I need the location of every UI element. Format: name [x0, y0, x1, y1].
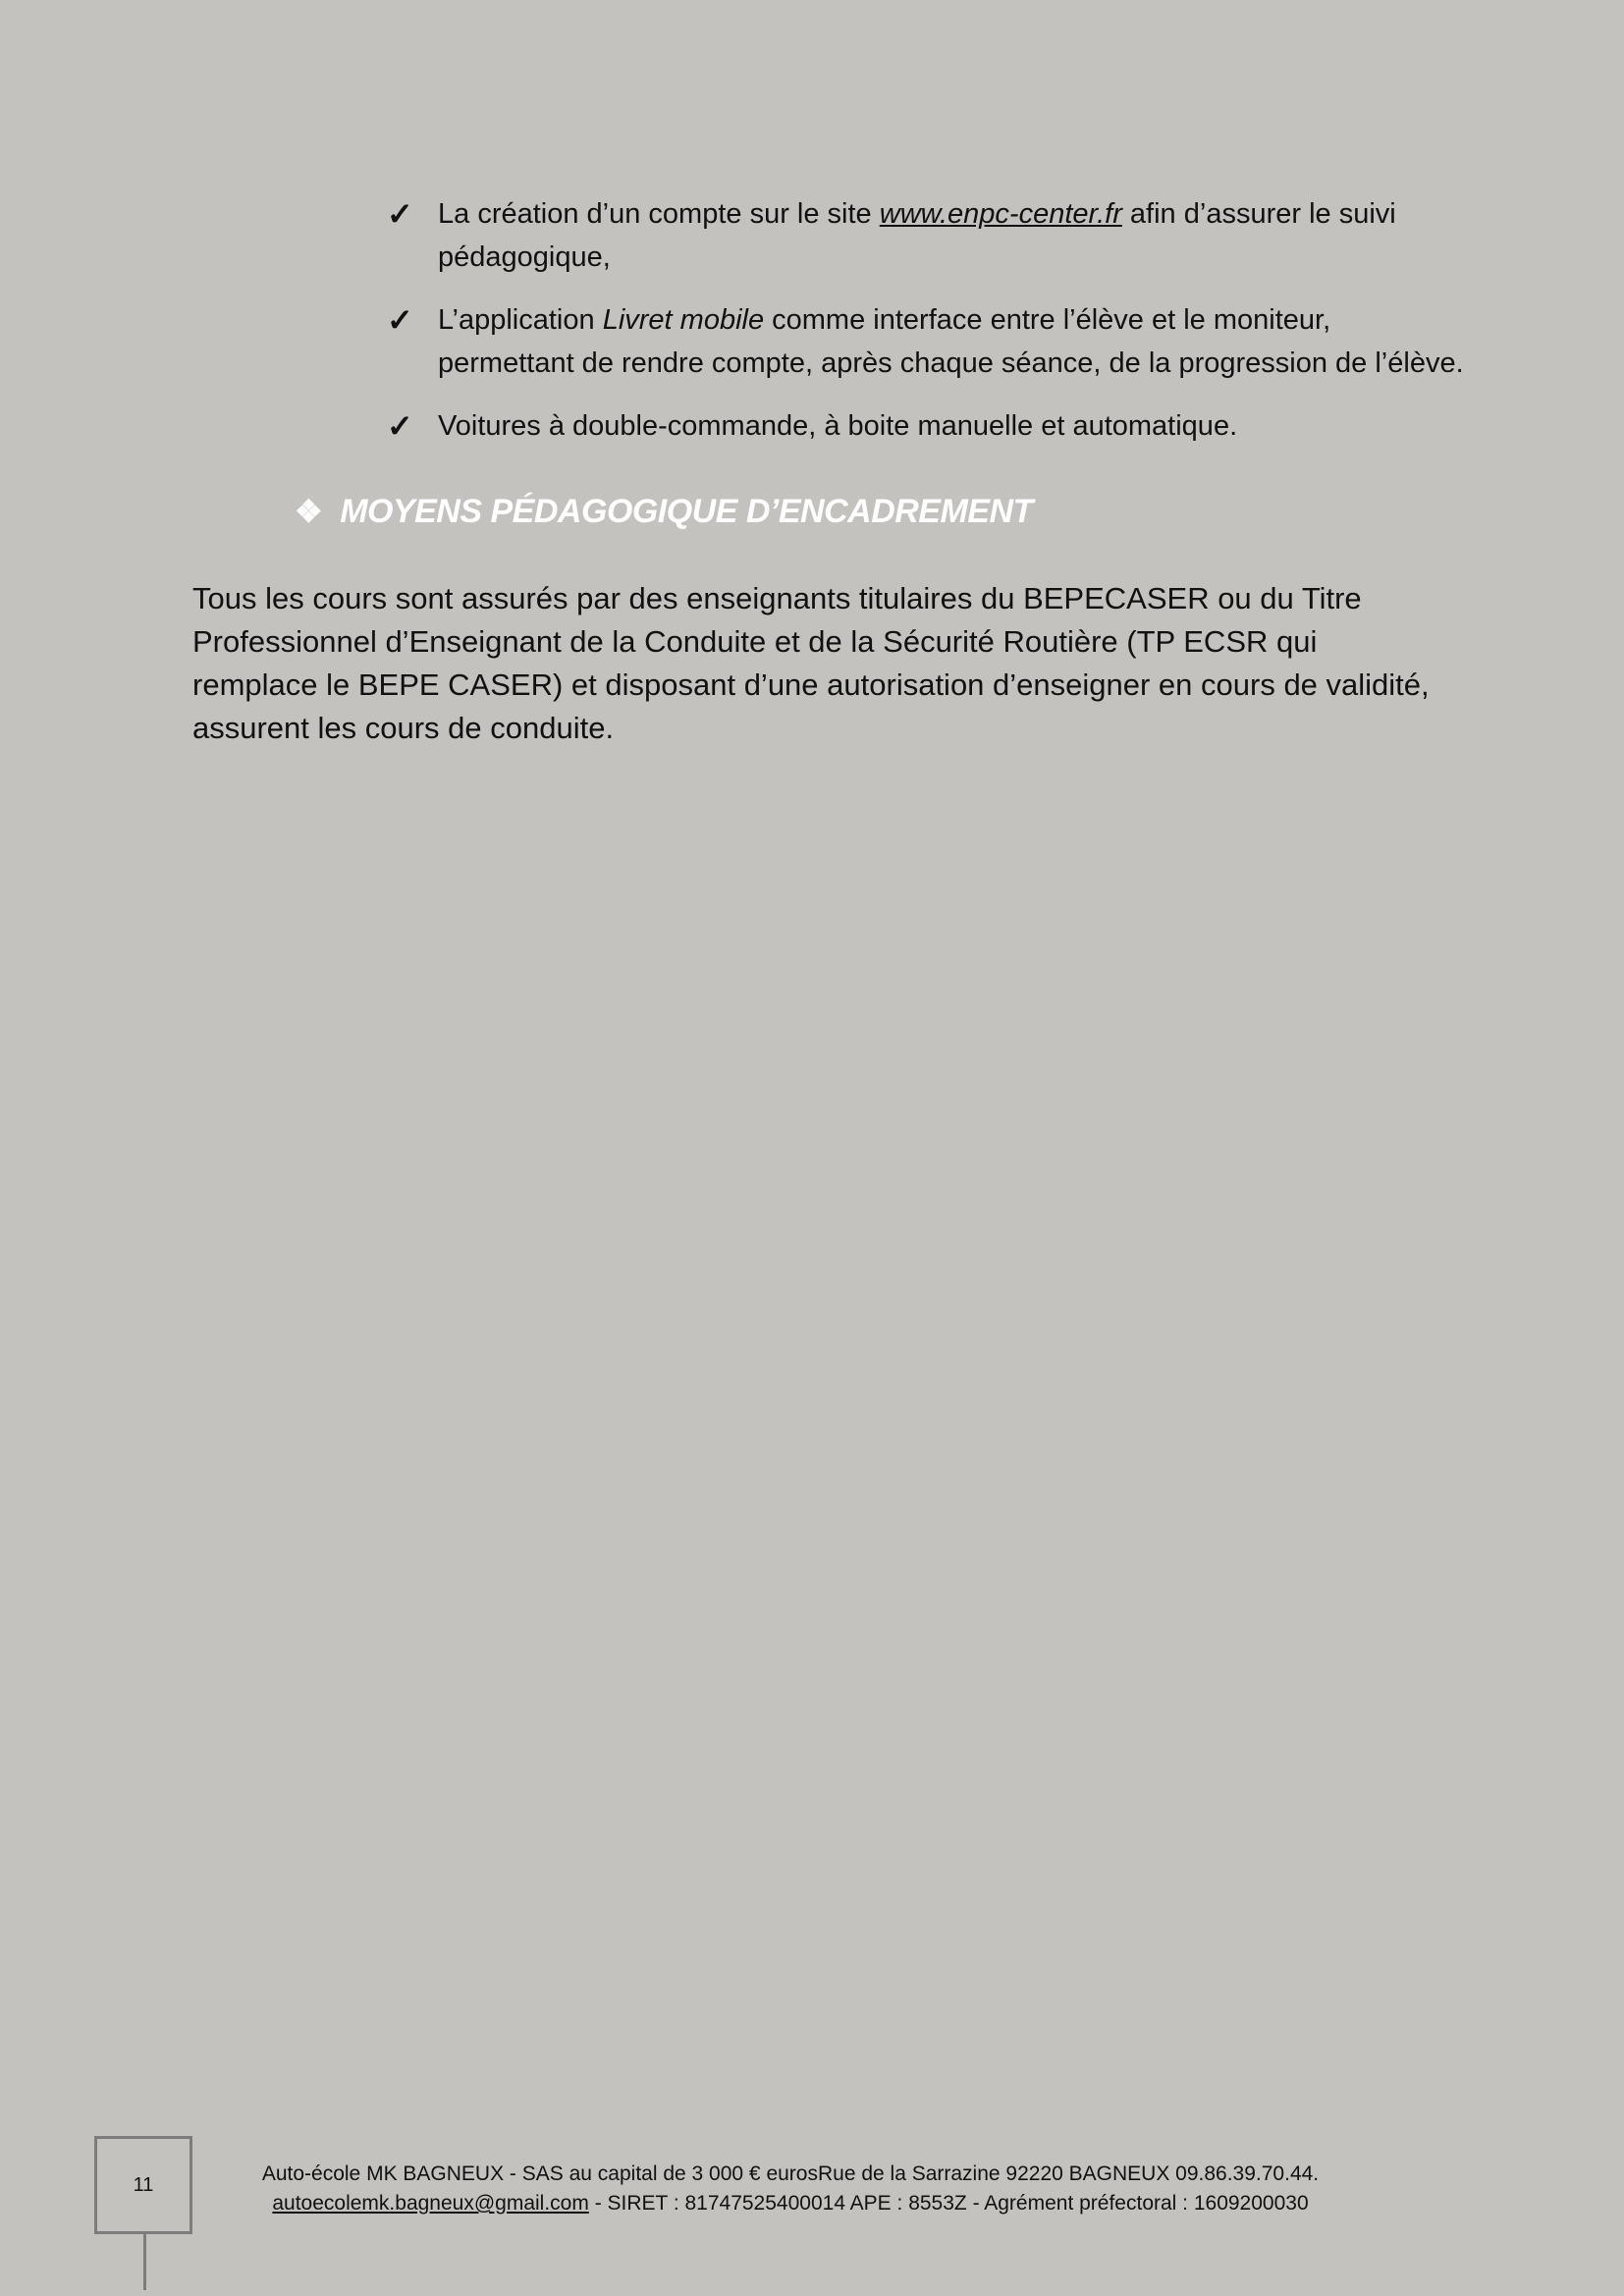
footer-line-2: autoecolemk.bagneux@gmail.com - SIRET : 81747525400014 APE : 8553Z - Agrément préfectoral : 1609200030	[272, 2192, 1309, 2215]
page-number-box	[94, 2136, 192, 2234]
diamond-icon: ❖	[295, 494, 323, 529]
bullet-list	[383, 192, 1483, 467]
checkmark-icon: ✓	[387, 408, 413, 444]
page-number: 11	[133, 2173, 154, 2196]
checkmark-icon: ✓	[387, 302, 413, 338]
enpc-center-link[interactable]: www.enpc-center.fr	[879, 198, 1122, 230]
body-paragraph: Tous les cours sont assurés par des enseignants titulaires du BEPECASER ou du Titre Professionnel d’Enseignant de la Conduite et de la Sécurité Routière (TP ECSR qui remplace le BEPE CASER) et disposant d’une autorisation d’enseigner en cours de validité, assurent les cours de conduite.	[192, 581, 1430, 745]
list-item: ✓ Voitures à double-commande, à boite manuelle et automatique.	[383, 404, 1483, 448]
footer-line-1: Auto-école MK BAGNEUX - SAS au capital de 3 000 € eurosRue de la Sarrazine 92220 BAGNEUX 09.86.39.70.44.	[261, 2163, 1320, 2185]
checkmark-icon: ✓	[387, 196, 413, 232]
list-item: ✓ La création d’un compte sur le site www.enpc-center.fr afin d’assurer le suivi pédagogique,	[383, 192, 1483, 279]
list-item: ✓ L’application Livret mobile comme interface entre l’élève et le moniteur, permettant de rendre compte, après chaque séance, de la progression de l’élève.	[383, 298, 1483, 385]
app-name: Livret mobile	[602, 304, 765, 336]
page-number-stem	[143, 2231, 146, 2290]
section-title: MOYENS PÉDAGOGIQUE D’ENCADREMENT	[340, 493, 1033, 530]
footer	[226, 2160, 1355, 2218]
email-link[interactable]: autoecolemk.bagneux@gmail.com	[272, 2192, 589, 2215]
section-heading	[295, 493, 1033, 531]
